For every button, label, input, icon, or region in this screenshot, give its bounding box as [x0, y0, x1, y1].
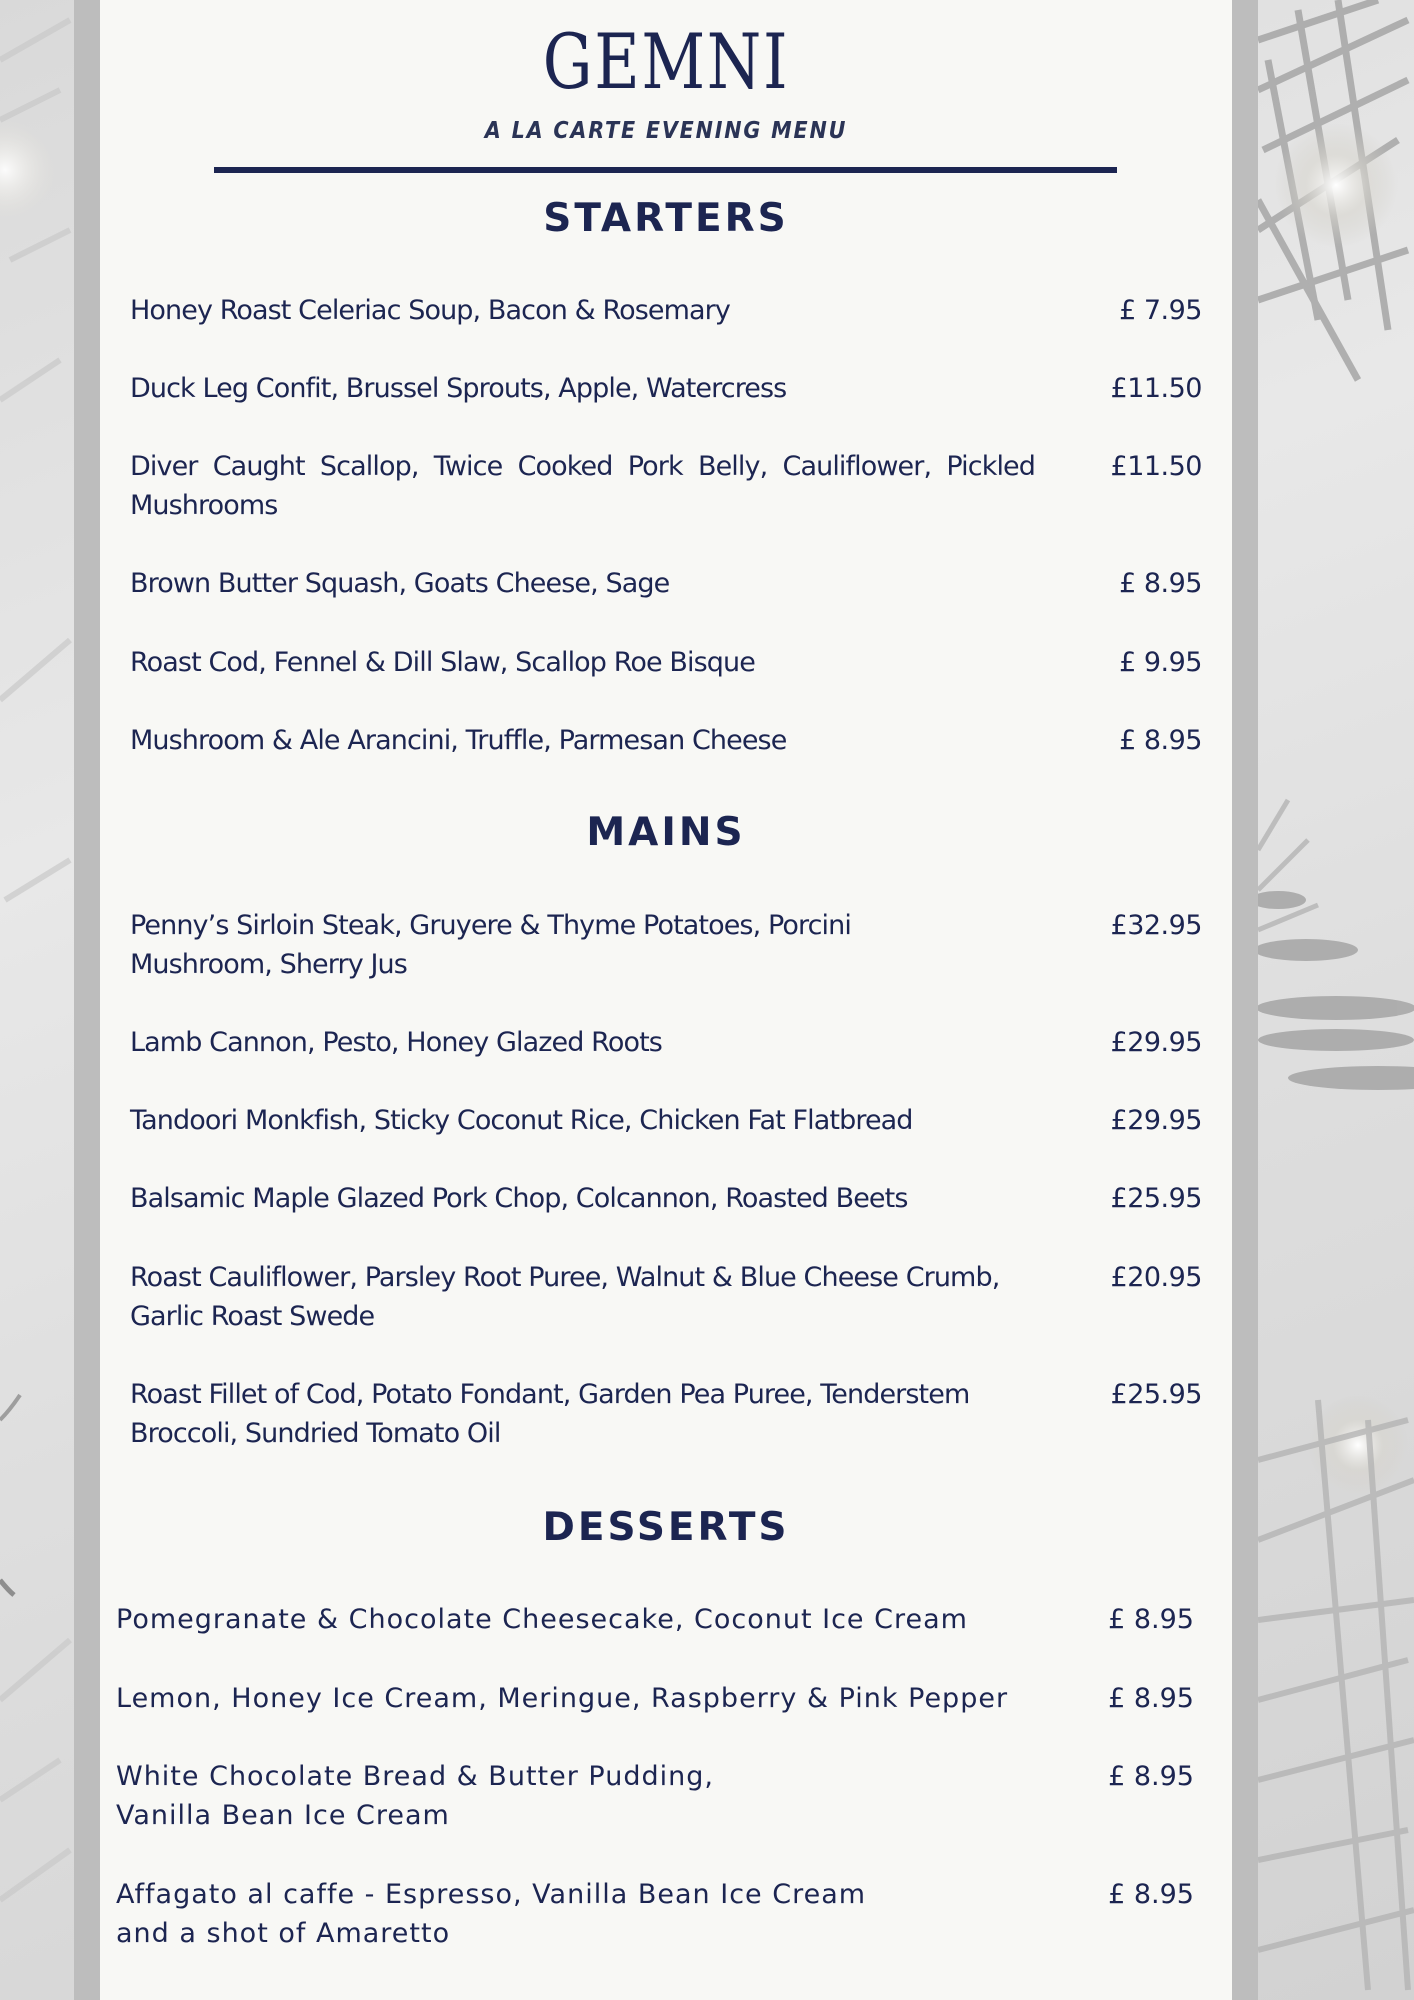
item-price: £ 8.95 — [1108, 1879, 1194, 1910]
frame-border-right — [1232, 0, 1258, 2000]
item-name: Diver Caught Scallop, Twice Cooked Pork Belly, Cauliflower, Pickled Mushrooms — [130, 451, 1035, 521]
item-name: Roast Cauliflower, Parsley Root Puree, Walnut & Blue Cheese Crumb, Garlic Roast Swede — [130, 1262, 1000, 1332]
item-name: Balsamic Maple Glazed Pork Chop, Colcannon, Roasted Beets — [130, 1183, 908, 1214]
menu-panel — [100, 0, 1232, 2000]
restaurant-name: GEMNI — [542, 17, 790, 106]
item-price: £29.95 — [1110, 1105, 1202, 1136]
item-price: £32.95 — [1110, 910, 1202, 941]
item-price: £ 9.95 — [1119, 647, 1202, 678]
item-name-line: Vanilla Bean Ice Cream — [116, 1800, 450, 1831]
foliage-background-left — [0, 0, 74, 2000]
divider-rule — [214, 167, 1117, 173]
item-name: Lamb Cannon, Pesto, Honey Glazed Roots — [130, 1027, 662, 1058]
item-name: Mushroom & Ale Arancini, Truffle, Parmesan Cheese — [130, 725, 787, 756]
item-price: £ 8.95 — [1119, 725, 1202, 756]
item-price: £ 8.95 — [1108, 1604, 1194, 1635]
item-price: £11.50 — [1110, 373, 1202, 404]
item-name: Pomegranate & Chocolate Cheesecake, Coconut Ice Cream — [116, 1604, 968, 1635]
item-price: £20.95 — [1110, 1262, 1202, 1293]
item-name-line: and a shot of Amaretto — [116, 1918, 451, 1949]
item-price: £11.50 — [1110, 451, 1202, 482]
item-name-line: White Chocolate Bread & Butter Pudding, — [116, 1761, 714, 1792]
item-name: Roast Cod, Fennel & Dill Slaw, Scallop Roe Bisque — [130, 647, 755, 678]
item-price: £25.95 — [1110, 1379, 1202, 1410]
item-name — [116, 1757, 1076, 1835]
item-price: £ 8.95 — [1108, 1683, 1194, 1714]
item-price: £ 8.95 — [1108, 1761, 1194, 1792]
section-heading-mains: MAINS — [586, 810, 746, 855]
frame-border-left — [74, 0, 100, 2000]
section-heading-starters: STARTERS — [543, 196, 789, 241]
item-name: Penny’s Sirloin Steak, Gruyere & Thyme Potatoes, Porcini Mushroom, Sherry Jus — [130, 910, 851, 980]
item-name-line: Affagato al caffe - Espresso, Vanilla Bean Ice Cream — [116, 1879, 867, 1910]
item-name: Lemon, Honey Ice Cream, Meringue, Raspberry & Pink Pepper — [116, 1683, 1009, 1714]
section-heading-desserts: DESSERTS — [542, 1505, 790, 1550]
item-name — [116, 1875, 1076, 1953]
menu-subtitle: A LA CARTE EVENING MENU — [484, 118, 848, 144]
item-name: Roast Fillet of Cod, Potato Fondant, Garden Pea Puree, Tenderstem Broccoli, Sundried Tomato Oil — [130, 1379, 970, 1449]
item-name: Tandoori Monkfish, Sticky Coconut Rice, Chicken Fat Flatbread — [130, 1105, 913, 1136]
item-name: Brown Butter Squash, Goats Cheese, Sage — [130, 568, 670, 599]
item-name: Duck Leg Confit, Brussel Sprouts, Apple, Watercress — [130, 373, 787, 404]
item-price: £ 8.95 — [1119, 568, 1202, 599]
item-price: £ 7.95 — [1119, 295, 1202, 326]
item-name: Honey Roast Celeriac Soup, Bacon & Rosemary — [130, 295, 730, 326]
item-price: £29.95 — [1110, 1027, 1202, 1058]
item-price: £25.95 — [1110, 1183, 1202, 1214]
foliage-background-right — [1258, 0, 1414, 2000]
